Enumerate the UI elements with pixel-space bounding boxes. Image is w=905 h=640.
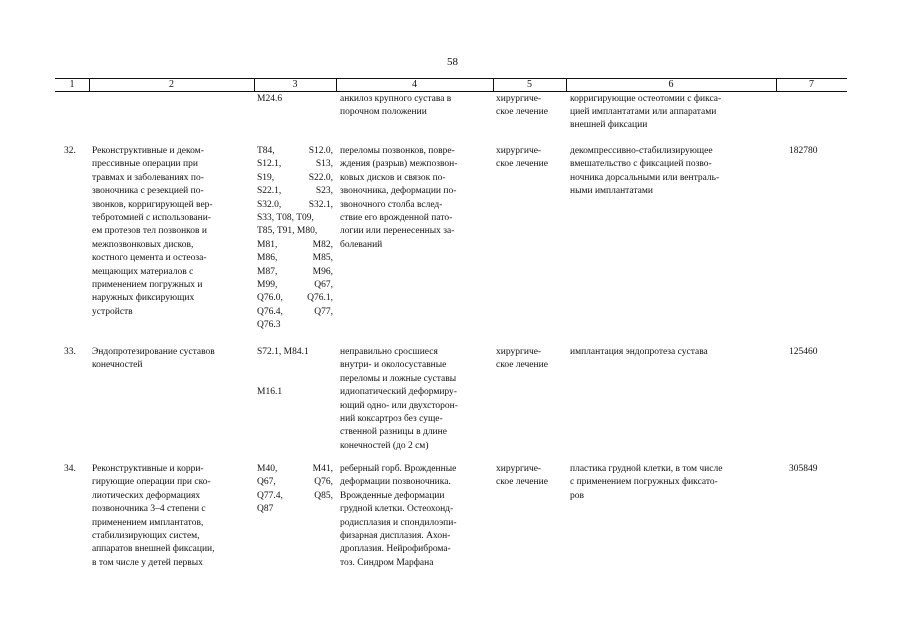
icd-code-line: S19, S22.0, <box>257 172 333 183</box>
column-header: 4 <box>412 79 417 90</box>
icd-code-line: Q76.3 <box>257 320 281 331</box>
icd-code-line: S22.1, S23, <box>257 186 333 197</box>
name-line: Реконструктивные и корри- <box>92 464 204 474</box>
page-number: 58 <box>447 56 458 68</box>
model-line: звоночного столба вслед- <box>340 199 443 210</box>
method-line: ночника дорсальными или вентраль- <box>570 172 720 183</box>
column-header: 2 <box>169 79 174 90</box>
name-line: звонков, корригирующей вер- <box>92 199 213 210</box>
model-line: ствие его врожденной пато- <box>340 213 453 223</box>
icd-code-line: M99, Q67, <box>257 280 333 290</box>
column-header: 6 <box>668 79 674 90</box>
model-line: анкилоз крупного сустава в <box>340 94 452 104</box>
model-line: ственной разницы в длине <box>340 427 447 438</box>
icd-code-line: T85, T91, M80, <box>257 226 318 237</box>
name-line: травмах и заболеваниях по- <box>92 172 204 183</box>
icd-code: M24.6 <box>257 94 283 104</box>
name-line: мещающих материалов с <box>92 266 194 277</box>
row-number: 33. <box>64 347 76 357</box>
name-line: аппаратов внешней фиксации, <box>92 544 215 555</box>
name-line: тебротомией с использовани- <box>92 213 211 223</box>
name-line: Реконструктивные и деком- <box>92 146 204 156</box>
cost-value: 125460 <box>789 347 818 357</box>
icd-code-line: M87, M96, <box>257 266 333 277</box>
name-line: стабилизирующих систем, <box>92 531 200 541</box>
model-line: порочном положении <box>340 107 427 117</box>
method-line: пластика грудной клетки, в том числе <box>570 464 723 474</box>
model-line: внутри- и околосуставные <box>340 360 447 371</box>
model-line: Врожденные деформации <box>340 490 445 501</box>
model-line: переломы и ложные суставы <box>340 373 457 384</box>
method-line: ров <box>570 490 584 501</box>
name-line: конечностей <box>92 360 143 371</box>
model-line: родисплазия и спондилоэпи- <box>340 517 457 528</box>
method-line: внешней фиксации <box>570 120 648 130</box>
method-line: корригирующие остеотомии с фикса- <box>570 94 722 104</box>
icd-code-line: M81, M82, <box>257 239 333 250</box>
name-line: позвоночника 3–4 степени с <box>92 504 206 515</box>
header-bottom-rule <box>55 91 847 92</box>
name-line: лиотических деформациях <box>92 490 201 501</box>
treatment-line: хирургиче- <box>496 464 542 474</box>
icd-code-line: T84, S12.0, <box>257 146 333 156</box>
treatment-line: хирургиче- <box>496 94 542 104</box>
treatment-line: ское лечение <box>496 107 548 117</box>
icd-code-line: M40, M41, <box>257 464 333 474</box>
treatment-line: хирургиче- <box>496 347 542 357</box>
method-line: имплантация эндопротеза сустава <box>570 347 708 357</box>
icd-code-line: Q77.4, Q85, <box>257 490 333 501</box>
treatment-line: ское лечение <box>496 159 548 170</box>
name-line: звоночника с резекцией по- <box>92 186 204 197</box>
model-line: болеваний <box>340 239 383 250</box>
column-header: 3 <box>292 79 298 90</box>
name-line: гирующие операции при ско- <box>92 477 211 488</box>
method-line: вмешательство с фиксацией позво- <box>570 159 712 170</box>
cost-value: 305849 <box>789 464 818 474</box>
column-header: 1 <box>69 79 75 90</box>
treatment-line: ское лечение <box>496 360 548 371</box>
icd-code-line: S33, T08, T09, <box>257 213 314 223</box>
icd-code-line: M86, M85, <box>257 253 333 264</box>
icd-code-line: S72.1, M84.1 <box>257 347 309 357</box>
name-line: применением имплантатов, <box>92 517 204 528</box>
name-line: наружных фиксирующих <box>92 293 195 304</box>
icd-code-line: M16.1 <box>257 387 283 398</box>
model-line: переломы позвонков, повре- <box>340 146 455 156</box>
treatment-line: ское лечение <box>496 477 548 488</box>
name-line: ем протезов тел позвонков и <box>92 226 208 237</box>
model-line: грудной клетки. Остеохонд- <box>340 504 454 515</box>
model-line: конечностей (до 2 см) <box>340 440 429 451</box>
icd-code-line: Q76.4, Q77, <box>257 306 333 317</box>
icd-code-line: Q67, Q76, <box>257 477 333 488</box>
model-line: тоз. Синдром Марфана <box>340 557 434 568</box>
name-line: Эндопротезирование суставов <box>92 347 215 357</box>
method-line: ными имплантатами <box>570 186 653 197</box>
icd-code-line: Q76.0, Q76.1, <box>257 293 333 304</box>
model-line: реберный горб. Врожденные <box>340 464 457 474</box>
name-line: применением погружных и <box>92 280 203 290</box>
icd-code-line: S12.1, S13, <box>257 159 333 170</box>
model-line: звоночника, деформации по- <box>340 186 457 197</box>
icd-code-line: S32.0, S32.1, <box>257 199 333 210</box>
cost-value: 182780 <box>789 146 818 156</box>
name-line: прессивные операции при <box>92 159 198 170</box>
model-line: деформации позвоночника. <box>340 477 451 488</box>
method-line: цией имплантатами или аппаратами <box>570 107 717 117</box>
name-line: межпозвонковых дисков, <box>92 239 194 250</box>
method-line: с применением погружных фиксато- <box>570 477 718 488</box>
column-header: 7 <box>809 79 814 90</box>
model-line: физарная дисплазия. Ахон- <box>340 531 451 541</box>
model-line: ковых дисков и связок по- <box>340 172 446 183</box>
row-number: 34. <box>64 464 76 474</box>
name-line: костного цемента и остеоза- <box>92 253 207 264</box>
model-line: логии или перенесенных за- <box>340 226 455 237</box>
model-line: идиопатический деформиру- <box>340 387 457 398</box>
name-line: в том числе у детей первых <box>92 557 203 568</box>
treatment-line: хирургиче- <box>496 146 542 156</box>
model-line: ющий одно- или двухсторон- <box>340 400 458 411</box>
name-line: устройств <box>92 306 133 317</box>
method-line: декомпрессивно-стабилизирующее <box>570 146 713 156</box>
model-line: дроплазия. Нейрофиброма- <box>340 544 451 555</box>
column-header: 5 <box>527 79 532 90</box>
row-number: 32. <box>64 146 76 156</box>
model-line: неправильно сросшиеся <box>340 347 438 357</box>
model-line: ждения (разрыв) межпозвон- <box>340 159 458 170</box>
model-line: ний коксартроз без суще- <box>340 414 443 424</box>
icd-code-line: Q87 <box>257 504 274 515</box>
